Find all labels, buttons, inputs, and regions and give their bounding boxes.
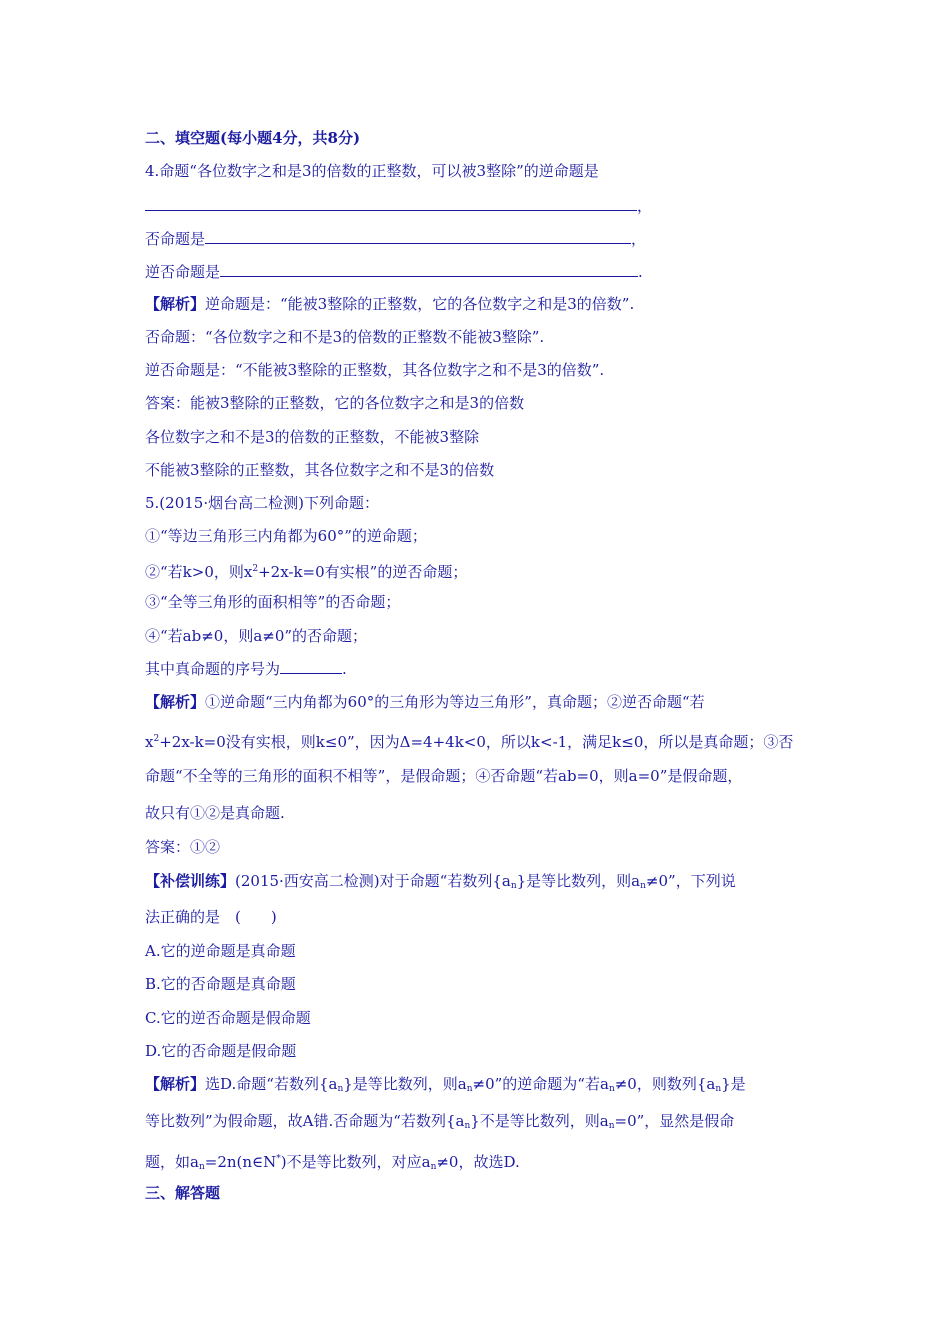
- supplement-line-2: 法正确的是 ( ): [145, 908, 277, 926]
- option-a: A.它的逆命题是真命题: [145, 942, 296, 960]
- answer-blank[interactable]: [280, 659, 342, 674]
- q5-item-3: ③“全等三角形的面积相等”的否命题；: [145, 593, 401, 611]
- supplement-line-1: 【补偿训练】(2015·西安高二检测)对于命题“若数列$\{a_n\}$是等比数列，则$a_n\ne 0$”，下列说: [145, 872, 736, 891]
- q4-stem: 4.命题“各位数字之和是3的倍数的正整数，可以被3整除”的逆命题是: [145, 162, 599, 180]
- analysis-tag: 【解析】: [145, 693, 206, 711]
- option-b: B.它的否命题是真命题: [145, 975, 296, 993]
- q5-item-1: ①“等边三角形三内角都为60°”的逆命题；: [145, 527, 427, 545]
- q5-analysis-line-1: 【解析】①逆命题“三内角都为60°的三角形为等边三角形”，真命题；②逆否命题“若: [145, 693, 705, 711]
- q4-answer-line-3: 不能被3整除的正整数，其各位数字之和不是3的倍数: [145, 461, 495, 479]
- option-d: D.它的否命题是假命题: [145, 1042, 297, 1060]
- q5-analysis-line-2: $x^2+2x-k=0$没有实根，则k≤0”，因为Δ=4+4k<0，所以k<-1，满足k≤0，所以是真命题；③否: [145, 733, 794, 751]
- q4-analysis-line-2: 否命题：“各位数字之和不是3的倍数的正整数不能被3整除”.: [145, 328, 545, 346]
- q4-analysis-line-1: 【解析】逆命题是：“能被3整除的正整数，它的各位数字之和是3的倍数”.: [145, 295, 635, 313]
- answer-blank[interactable]: [145, 196, 637, 211]
- q4-analysis-line-3: 逆否命题是：“不能被3整除的正整数，其各位数字之和不是3的倍数”.: [145, 361, 605, 379]
- q5-analysis-line-3: 命题“不全等的三角形的面积不相等”，是假命题；④否命题“若ab=0，则a=0”是假命题，: [145, 767, 743, 785]
- q5-item-4: ④“若ab≠0，则a≠0”的否命题；: [145, 627, 368, 645]
- supplement-analysis-line-2: 等比数列”为假命题，故A错.否命题为“若数列$\{a_n\}$不是等比数列，则$a_n=0$”，显然是假命: [145, 1112, 735, 1131]
- answer-blank[interactable]: [220, 262, 638, 277]
- q5-ask-line: 其中真命题的序号为 .: [145, 660, 347, 678]
- section-3-title: 三、解答题: [145, 1184, 221, 1202]
- q5-item-2: ②“若k>0，则$x^2+2x-k=0$有实根”的逆否命题；: [145, 563, 468, 581]
- q4-answer-line-2: 各位数字之和不是3的倍数的正整数，不能被3整除: [145, 428, 480, 446]
- q5-stem: 5.(2015·烟台高二检测)下列命题：: [145, 494, 379, 512]
- supplement-tag: 【补偿训练】: [145, 872, 236, 890]
- q4-answer-line-1: 答案：能被3整除的正整数，它的各位数字之和是3的倍数: [145, 394, 525, 412]
- q4-contrapositive-line: 逆否命题是 .: [145, 263, 643, 281]
- q4-negation-line: 否命题是 ，: [145, 230, 647, 248]
- q5-analysis-line-4: 故只有①②是真命题.: [145, 804, 285, 822]
- section-2-title: 二、填空题(每小题4分，共8分): [145, 129, 361, 147]
- analysis-tag: 【解析】: [145, 1075, 206, 1093]
- supplement-analysis-line-3: 题，如$a_n=2n(n\in N^*)$不是等比数列，对应$a_n\ne 0$，故选D.: [145, 1153, 520, 1172]
- q5-answer: 答案：①②: [145, 838, 221, 856]
- negation-label: 否命题是: [145, 230, 206, 248]
- contrapositive-label: 逆否命题是: [145, 263, 221, 281]
- answer-blank[interactable]: [205, 229, 631, 244]
- option-c: C.它的逆否命题是假命题: [145, 1009, 311, 1027]
- analysis-tag: 【解析】: [145, 295, 206, 313]
- supplement-analysis-line-1: 【解析】选D.命题“若数列$\{a_n\}$是等比数列，则$a_n\ne 0$”的逆命题为“若$a_n\ne 0$，则数列$\{a_n\}$是: [145, 1075, 746, 1094]
- q4-blank-1-line: ，: [145, 196, 652, 216]
